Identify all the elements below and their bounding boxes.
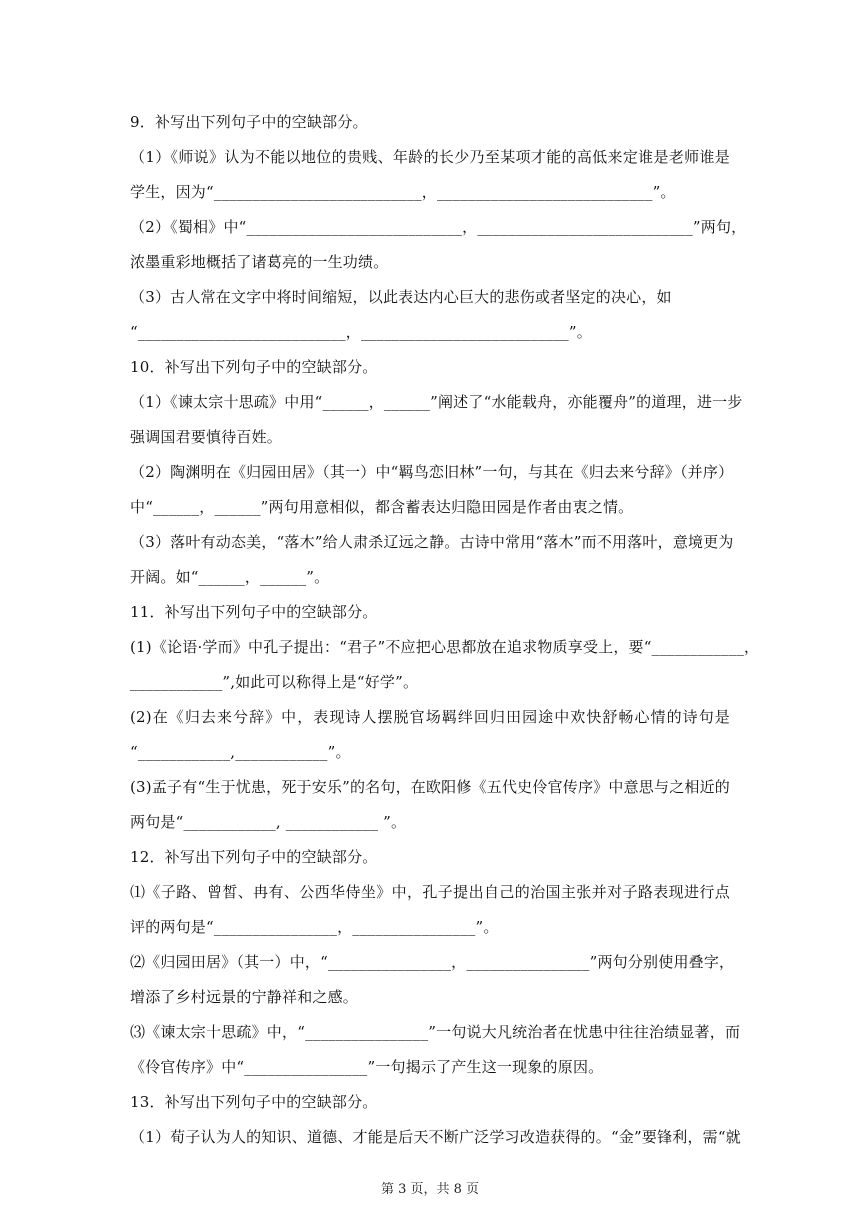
question-10-item-1-line-1: （1）《谏太宗十思疏》中用“______，______”阐述了“水能载舟，亦能覆舟”的道理，进一步 [130, 393, 743, 411]
question-11-item-2-line-2: “____________,____________”。 [130, 743, 351, 761]
question-12-item-2-line-1: ⑵《归园田居》（其一）中，“________________，________________”两句分别使用叠字， [130, 953, 735, 971]
question-13-heading: 13．补写出下列句子中的空缺部分。 [130, 1093, 378, 1111]
question-9-heading: 9．补写出下列句子中的空缺部分。 [130, 113, 368, 131]
question-10-item-3-line-1: （3）落叶有动态美，“落木”给人肃杀辽远之静。古诗中常用“落木”而不用落叶，意境更为 [130, 533, 734, 551]
question-12-item-3-line-1: ⑶《谏太宗十思疏》中，“________________”一句说大凡统治者在忧患中往往治绩显著，而 [130, 1023, 741, 1041]
question-10-item-1-line-2: 强调国君要慎待百姓。 [130, 428, 283, 446]
question-11-item-1-line-1: (1)《论语·学而》中孔子提出：“君子”不应把心思都放在追求物质享受上，要“____________， [130, 638, 760, 656]
question-9-item-3-line-2: “___________________________，___________________________”。 [130, 323, 592, 341]
question-11-item-2-line-1: (2)在《归去来兮辞》中，表现诗人摆脱官场羁绊回归田园途中欢快舒畅心情的诗句是 [130, 708, 730, 726]
question-11-item-3-line-1: (3)孟子有“生于忧患，死于安乐”的名句，在欧阳修《五代史伶官传序》中意思与之相近的 [130, 778, 730, 796]
question-11-item-1-line-2: ____________”,如此可以称得上是“好学”。 [130, 673, 419, 691]
question-11-heading: 11．补写出下列句子中的空缺部分。 [130, 603, 378, 621]
question-10-item-2-line-2: 中“______，______”两句用意相似，都含蓄表达归隐田园是作者由衷之情。 [130, 498, 634, 516]
page-footer: 第 3 页，共 8 页 [380, 1182, 480, 1197]
question-12-item-2-line-2: 增添了乡村远景的宁静祥和之感。 [130, 988, 359, 1006]
question-9-item-2-line-1: （2）《蜀相》中“____________________________，____________________________”两句， [130, 218, 747, 236]
question-10-item-2-line-1: （2）陶渊明在《归园田居》（其一）中“羁鸟恋旧林”一句，与其在《归去来兮辞》（并序） [130, 463, 734, 481]
question-10-heading: 10．补写出下列句子中的空缺部分。 [130, 358, 378, 376]
question-9-item-2-line-2: 浓墨重彩地概括了诸葛亮的一生功绩。 [130, 253, 389, 271]
question-13-item-1-line-1: （1）荀子认为人的知识、道德、才能是后天不断广泛学习改造获得的。“金”要锋利，需“就 [130, 1128, 741, 1146]
question-9-item-1-line-1: （1）《师说》认为不能以地位的贵贱、年龄的长少乃至某项才能的高低来定谁是老师谁是 [130, 148, 730, 166]
question-11-item-3-line-2: 两句是“____________, ____________ ”。 [130, 813, 407, 831]
question-12-item-3-line-2: 《伶官传序》中“________________”一句揭示了产生这一现象的原因。 [130, 1058, 604, 1076]
question-12-heading: 12．补写出下列句子中的空缺部分。 [130, 848, 378, 866]
question-10-item-3-line-2: 开阔。如“______，______”。 [130, 568, 330, 586]
question-9-item-1-line-2: 学生，因为“___________________________，____________________________”。 [130, 183, 676, 201]
question-12-item-1-line-2: 评的两句是“________________，________________”。 [130, 918, 499, 936]
question-9-item-3-line-1: （3）古人常在文字中将时间缩短，以此表达内心巨大的悲伤或者坚定的决心，如 [130, 288, 672, 306]
question-12-item-1-line-1: ⑴《子路、曾皙、冉有、公西华侍坐》中，孔子提出自己的治国主张并对子路表现进行点 [130, 883, 730, 901]
